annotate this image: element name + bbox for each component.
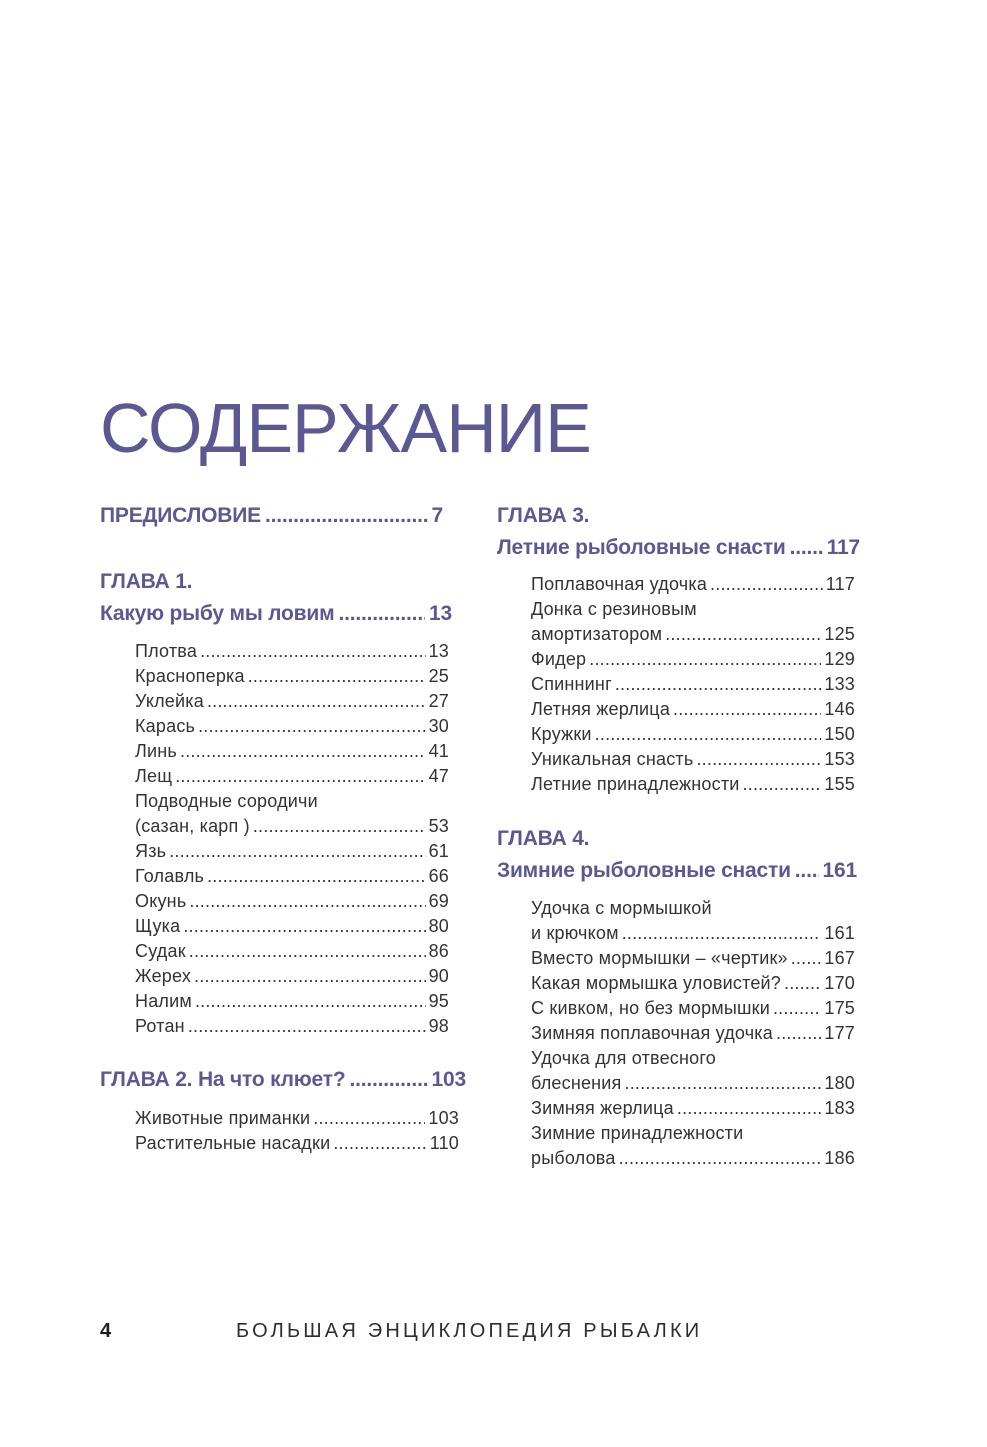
toc-entry-page-number: 125 [824, 624, 855, 644]
toc-entry-first-line: Удочка для отвесного [531, 1048, 716, 1068]
toc-entry-label: С кивком, но без мормышки [531, 998, 770, 1018]
toc-entry [135, 889, 449, 914]
toc-entry-label: Судак [135, 941, 186, 961]
toc-entry-row [135, 639, 449, 664]
toc-entry [531, 697, 855, 722]
toc-entry-row [531, 722, 855, 747]
toc-entry-row [531, 996, 855, 1021]
leader-dots [207, 864, 425, 889]
toc-entry-row [135, 689, 449, 714]
toc-entry-label: Какая мормышка уловистей? [531, 973, 782, 993]
chapter-2-items [135, 1106, 459, 1156]
toc-entry-row [531, 1096, 855, 1121]
toc-entry-page-number: 25 [428, 666, 449, 686]
chapter-2-title: ГЛАВА 2. На что клюет? [100, 1068, 346, 1091]
toc-entry [531, 946, 855, 971]
toc-entry-page-number: 30 [428, 716, 449, 736]
toc-entry-first-line: Донка с резиновым [531, 599, 697, 619]
toc-entry [135, 939, 449, 964]
toc-entry-row [531, 747, 855, 772]
toc-entry-label: Летняя жерлица [531, 699, 671, 719]
toc-entry-page-number: 41 [428, 741, 449, 761]
leader-dots [195, 989, 426, 1014]
toc-entry-page-number: 86 [428, 941, 449, 961]
toc-entry-label: Язь [135, 841, 167, 861]
leader-dots [207, 689, 426, 714]
leader-dots [265, 500, 428, 532]
leader-dots [696, 747, 821, 772]
leader-dots [625, 1071, 822, 1096]
toc-entry [135, 789, 449, 839]
toc-entry [135, 1014, 449, 1039]
toc-entry [531, 1021, 855, 1046]
toc-entry-page-number: 69 [428, 891, 449, 911]
toc-entry-first-line: Зимние принадлежности [531, 1123, 744, 1143]
toc-entry-row [135, 739, 449, 764]
toc-entry [531, 647, 855, 672]
toc-entry [531, 896, 855, 946]
toc-entry-row [531, 697, 855, 722]
leader-dots [200, 639, 426, 664]
toc-entry [531, 772, 855, 797]
toc-entry-page-number: 27 [428, 691, 449, 711]
leader-dots [194, 964, 426, 989]
toc-entry-page-number: 80 [428, 916, 449, 936]
leader-dots [180, 739, 426, 764]
toc-entry-label: Щука [135, 916, 181, 936]
toc-entry [135, 839, 449, 864]
toc-entry-page-number: 153 [824, 749, 855, 769]
toc-entry-row [531, 647, 855, 672]
leader-dots [183, 914, 425, 939]
toc-entry [531, 996, 855, 1021]
toc-entry-row [135, 1106, 459, 1131]
chapter-4-title: Зимние рыболовные снасти [497, 859, 791, 882]
toc-entry-label: и крючком [531, 923, 619, 943]
toc-entry-label: Кружки [531, 724, 592, 744]
chapter-1-number: ГЛАВА 1. [100, 570, 193, 593]
toc-entry-page-number: 90 [428, 966, 449, 986]
toc-entry [135, 764, 449, 789]
leader-dots [791, 946, 822, 971]
chapter-1-page-number: 13 [429, 602, 452, 625]
toc-entry-label: (сазан, карп ) [135, 816, 250, 836]
toc-entry-page-number: 155 [824, 774, 855, 794]
toc-entry-label: Фидер [531, 649, 587, 669]
toc-entry-row [531, 921, 855, 946]
chapter-4-number: ГЛАВА 4. [497, 827, 590, 850]
footer-book-title: БОЛЬШАЯ ЭНЦИКЛОПЕДИЯ РЫБАЛКИ [236, 1320, 703, 1342]
toc-entry [135, 689, 449, 714]
toc-entry-page-number: 53 [428, 816, 449, 836]
toc-entry-page-number: 161 [824, 923, 855, 943]
toc-entry-first-line: Подводные сородичи [135, 791, 318, 811]
toc-entry-label: Вместо мормышки – «чертик» [531, 948, 788, 968]
leader-dots [189, 889, 425, 914]
toc-entry-label: Жерех [135, 966, 192, 986]
toc-entry-label: Карась [135, 716, 196, 736]
toc-entry [135, 964, 449, 989]
leader-dots [743, 772, 822, 797]
toc-entry-label: Зимняя поплавочная удочка [531, 1023, 773, 1043]
toc-entry-label: Лещ [135, 766, 173, 786]
toc-entry-page-number: 110 [429, 1133, 459, 1153]
toc-entry-page-number: 47 [428, 766, 449, 786]
toc-entry [531, 672, 855, 697]
chapter-3-items [531, 572, 855, 797]
chapter-4-title-entry [497, 855, 857, 887]
toc-entry-row [135, 1014, 449, 1039]
toc-entry-page-number: 170 [824, 973, 855, 993]
toc-entry-row [531, 946, 855, 971]
toc-entry-row [531, 772, 855, 797]
toc-entry-label: Уникальная снасть [531, 749, 694, 769]
toc-entry-row [531, 971, 855, 996]
toc-entry-row [135, 889, 449, 914]
toc-entry [531, 1121, 855, 1171]
toc-entry-label: блеснения [531, 1073, 622, 1093]
toc-entry [135, 914, 449, 939]
page-title: СОДЕРЖАНИЕ [100, 389, 591, 467]
toc-entry-row [135, 764, 449, 789]
chapter-1-title: Какую рыбу мы ловим [100, 602, 335, 625]
toc-entry-page-number: 175 [824, 998, 855, 1018]
toc-entry-row [135, 814, 449, 839]
preface-label: ПРЕДИСЛОВИЕ [100, 504, 261, 527]
toc-entry-label: Ротан [135, 1016, 185, 1036]
toc-entry-label: Растительные насадки [135, 1133, 331, 1153]
toc-entry-page-number: 167 [824, 948, 855, 968]
leader-dots [615, 672, 822, 697]
toc-entry-label: Уклейка [135, 691, 204, 711]
leader-dots [189, 939, 426, 964]
leader-dots [710, 572, 823, 597]
toc-entry [531, 747, 855, 772]
leader-dots [677, 1096, 821, 1121]
toc-entry-label: амортизатором [531, 624, 663, 644]
toc-entry-page-number: 13 [428, 641, 449, 661]
toc-entry [135, 864, 449, 889]
toc-entry-page-number: 129 [824, 649, 855, 669]
toc-entry [135, 739, 449, 764]
toc-entry [135, 1106, 459, 1131]
leader-dots [169, 839, 425, 864]
toc-entry-page-number: 61 [428, 841, 449, 861]
toc-entry-page-number: 183 [824, 1098, 855, 1118]
chapter-4-page-number: 161 [822, 859, 857, 882]
toc-entry [531, 971, 855, 996]
chapter-1-title-entry [100, 598, 452, 630]
toc-entry-label: рыболова [531, 1148, 616, 1168]
toc-entry [531, 597, 855, 647]
leader-dots [776, 1021, 821, 1046]
chapter-3-page-number: 117 [826, 536, 860, 559]
toc-entry-row [135, 864, 449, 889]
toc-entry-label: Поплавочная удочка [531, 574, 708, 594]
toc-entry-row [531, 622, 855, 647]
toc-entry-label: Окунь [135, 891, 187, 911]
toc-entry [135, 989, 449, 1014]
toc-entry [135, 639, 449, 664]
chapter-3-title: Летние рыболовные снасти [497, 536, 786, 559]
toc-entry-row [135, 1131, 459, 1156]
toc-entry-label: Зимняя жерлица [531, 1098, 674, 1118]
toc-entry-page-number: 177 [824, 1023, 855, 1043]
chapter-1-items [135, 639, 449, 1039]
toc-entry [135, 664, 449, 689]
toc-entry [531, 722, 855, 747]
toc-entry-label: Голавль [135, 866, 205, 886]
leader-dots [795, 855, 819, 887]
leader-dots [784, 971, 821, 996]
leader-dots [248, 664, 426, 689]
chapter-2-page-number: 103 [431, 1068, 466, 1091]
preface-entry [100, 500, 443, 532]
chapter-4-items [531, 896, 855, 1171]
leader-dots [790, 532, 823, 564]
toc-entry [531, 1096, 855, 1121]
leader-dots [253, 814, 426, 839]
leader-dots [589, 647, 821, 672]
chapter-3-title-entry [497, 532, 860, 564]
toc-entry-first-line: Удочка с мормышкой [531, 898, 712, 918]
leader-dots [622, 921, 822, 946]
toc-entry-row [135, 939, 449, 964]
leader-dots [773, 996, 821, 1021]
leader-dots [349, 1064, 427, 1096]
toc-entry-label: Летние принадлежности [531, 774, 740, 794]
footer-page-number: 4 [100, 1320, 112, 1342]
toc-entry-row [135, 914, 449, 939]
toc-entry [531, 572, 855, 597]
toc-entry-page-number: 186 [824, 1148, 855, 1168]
leader-dots [619, 1146, 822, 1171]
chapter-3-number: ГЛАВА 3. [497, 504, 590, 527]
toc-entry-row [135, 989, 449, 1014]
toc-entry-label: Плотва [135, 641, 198, 661]
toc-entry-row [135, 714, 449, 739]
toc-entry-row [135, 839, 449, 864]
toc-entry-label: Налим [135, 991, 192, 1011]
leader-dots [595, 722, 822, 747]
toc-entry-label: Линь [135, 741, 177, 761]
leader-dots [673, 697, 821, 722]
leader-dots [188, 1014, 426, 1039]
toc-entry-row [135, 664, 449, 689]
leader-dots [175, 764, 425, 789]
leader-dots [665, 622, 821, 647]
toc-entry-page-number: 66 [428, 866, 449, 886]
toc-entry-row [531, 1021, 855, 1046]
toc-entry [135, 1131, 459, 1156]
toc-entry-row [531, 1071, 855, 1096]
toc-entry-label: Красноперка [135, 666, 245, 686]
toc-entry-label: Животные приманки [135, 1108, 311, 1128]
leader-dots [313, 1106, 425, 1131]
toc-entry-page-number: 103 [428, 1108, 459, 1128]
toc-entry-row [531, 672, 855, 697]
leader-dots [333, 1131, 426, 1156]
toc-entry [531, 1046, 855, 1096]
toc-entry-page-number: 146 [824, 699, 855, 719]
leader-dots [198, 714, 425, 739]
toc-entry-label: Спиннинг [531, 674, 612, 694]
chapter-2-title-entry [100, 1064, 466, 1096]
toc-entry-page-number: 117 [825, 574, 855, 594]
preface-page-number: 7 [431, 504, 443, 527]
toc-entry-page-number: 133 [824, 674, 855, 694]
toc-entry-page-number: 98 [428, 1016, 449, 1036]
leader-dots [338, 598, 425, 630]
toc-entry-row [531, 572, 855, 597]
toc-entry-row [531, 1146, 855, 1171]
toc-entry-page-number: 180 [824, 1073, 855, 1093]
toc-entry-row [135, 964, 449, 989]
toc-entry-page-number: 150 [824, 724, 855, 744]
toc-entry-page-number: 95 [428, 991, 449, 1011]
toc-entry [135, 714, 449, 739]
